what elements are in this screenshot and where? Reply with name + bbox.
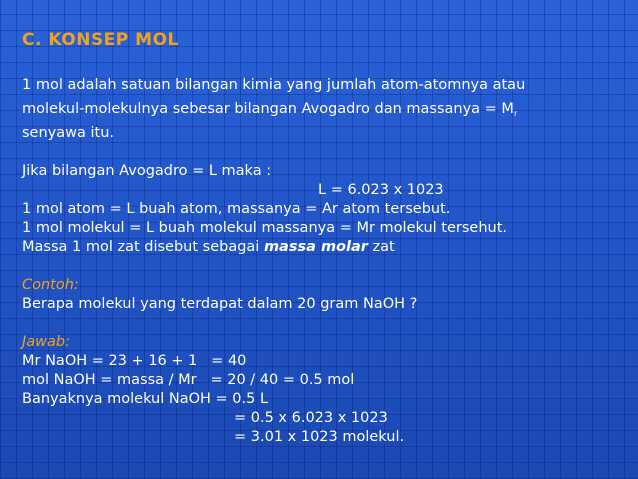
slide-body — [22, 76, 622, 447]
definition-line-1: 1 mol adalah satuan bilangan kimia yang jumlah atom-atomnya atau — [22, 77, 526, 93]
answer-line-mol: mol NaOH = massa / Mr = 20 / 40 = 0.5 mol — [22, 372, 355, 388]
definition-line-3: senyawa itu. — [22, 125, 114, 141]
massa-molar-pre: Massa 1 mol zat disebut sebagai — [22, 239, 264, 255]
avogadro-value: L = 6.023 x 1023 — [318, 182, 444, 198]
mr-subscript: r — [513, 109, 518, 118]
definition-line-2 — [22, 95, 622, 119]
massa-molar-term: massa molar — [263, 239, 368, 255]
mol-atom-line: 1 mol atom = L buah atom, massanya = Ar atom tersebut. — [22, 201, 451, 217]
massa-molar-post: zat — [367, 239, 395, 255]
avogadro-intro: Jika bilangan Avogadro = L maka : — [22, 163, 272, 179]
jawab-label: Jawab: — [22, 334, 70, 350]
massa-molar-line — [22, 238, 622, 257]
definition-line-2-text: molekul-molekulnya sebesar bilangan Avogadro dan massanya = M — [22, 101, 514, 117]
contoh-label: Contoh: — [22, 277, 79, 293]
slide-title: C. KONSEP MOL — [22, 30, 179, 50]
answer-line-mr: Mr NaOH = 23 + 16 + 1 = 40 — [22, 353, 247, 369]
contoh-question: Berapa molekul yang terdapat dalam 20 gram NaOH ? — [22, 296, 418, 312]
spacer — [22, 314, 622, 333]
mol-molekul-line: 1 mol molekul = L buah molekul massanya = Mr molekul tersehut. — [22, 220, 507, 236]
answer-cont-2: = 3.01 x 1023 molekul. — [234, 429, 405, 445]
answer-cont-1: = 0.5 x 6.023 x 1023 — [234, 410, 388, 426]
spacer — [22, 257, 622, 276]
answer-line-molekul: Banyaknya molekul NaOH = 0.5 L — [22, 391, 269, 407]
spacer — [22, 143, 622, 162]
